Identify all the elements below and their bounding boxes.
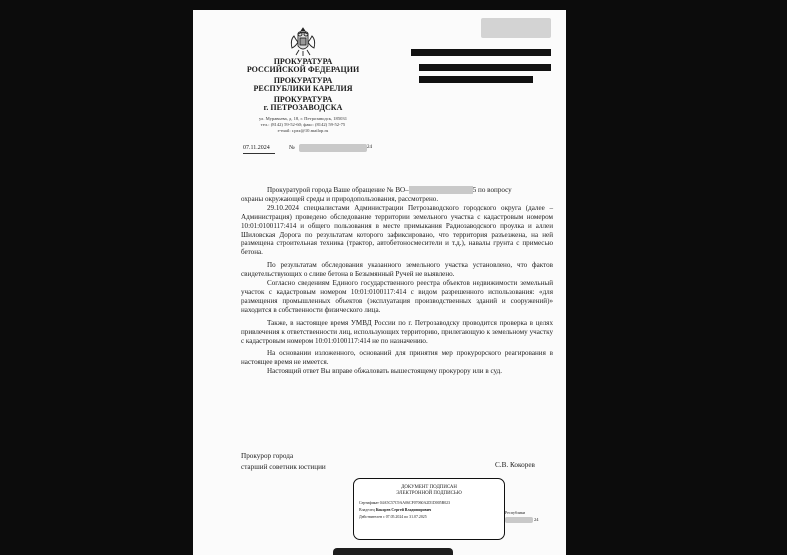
org-line: ПРОКУРАТУРА [273, 76, 333, 85]
date-underline [243, 153, 275, 154]
footer-number-suffix: 24 [534, 517, 539, 522]
viewer-bottom-bar [333, 548, 453, 555]
paragraph: Согласно сведениям Единого государственного реестра объектов недвижимости земельный участок с кадастровым номером 10:01:0100117:414 с видом разрешенного использования: «для размещения промышленных объектов (эксплуатация производственных зданий и сооружений)» находится в собственности физического лица. [241, 279, 553, 314]
paragraph: По результатам обследования указанного земельного участка установлено, что фактов свидетельствующих о сливе бетона в Безымянный Ручей не выявлено. [241, 261, 553, 279]
paragraph: На основании изложенного, оснований для принятия мер прокурорского реагирования в настоящее время не имеется. [241, 349, 553, 367]
document-date: 07.11.2024 [243, 145, 270, 151]
address-line: тел.: (8142) 59-52-60; факс: (8142) 59-52-75 [260, 122, 346, 127]
number-prefix: № [289, 145, 295, 151]
stamp-subtitle: ЭЛЕКТРОННОЙ ПОДПИСЬЮ [396, 490, 462, 496]
redacted-appeal-number [409, 186, 473, 194]
redacted-number [299, 144, 367, 152]
stamp-cert: Сертификат 04A5C57C9AA06CF07060A2D1D005B023 [359, 501, 451, 505]
address-line: e-mail: r.pzz@10.mailop.ru [277, 128, 329, 133]
org-line: ПРОКУРАТУРА [273, 95, 333, 104]
org-line: РЕСПУБЛИКИ КАРЕЛИЯ [253, 84, 353, 93]
org-line: ПРОКУРАТУРА [273, 57, 333, 66]
signer-rank: старший советник юстиции [241, 463, 326, 471]
stamp-owner: Владелец Кокорев Сергей Владимирович [359, 508, 432, 512]
eagle-emblem-icon [286, 24, 320, 58]
number-suffix: 24 [367, 145, 372, 150]
paragraph: 29.10.2024 специалистами Администрации Петрозаводского городского округа (далее – Администрация) проведено обследование территории земельного участка с кадастровым номером 10:01:0100117:414 и общего пользования в месте примыкания Радиозаводского проулка и аллеи Шиловская Дорога по результатам которого зафиксировано, что территория разъезжена, на ней размещена строительная техника (трактор, автобетоносмесители и т.д.), навалы грунта с примесью бетона. [241, 203, 553, 257]
paragraph: Настоящий ответ Вы вправе обжаловать вышестоящему прокурору или в суд. [267, 367, 503, 376]
stamp-title: ДОКУМЕНТ ПОДПИСАН [401, 485, 457, 490]
paragraph-intro: Прокуратурой города Ваше обращение № ВО– 5 по вопросу [267, 186, 512, 194]
redacted-recipient-line [419, 76, 533, 83]
org-line: г. ПЕТРОЗАВОДСКА [263, 103, 343, 112]
letter-body [241, 186, 553, 376]
redacted-recipient [481, 18, 551, 38]
footer-text: Республики [505, 510, 526, 515]
org-line: РОССИЙСКОЙ ФЕДЕРАЦИИ [246, 65, 360, 74]
redacted-recipient-line [419, 64, 551, 71]
document-page [193, 10, 566, 555]
signer-name: С.В. Кокорев [495, 461, 535, 469]
paragraph: Также, в настоящее время УМВД России по г. Петрозаводску проводится проверка в целях привлечения к ответственности лиц, использующих территорию, прилегающую к земельному участку с кадастровым номером 10:01:0100117:414 не по назначению. [241, 318, 553, 345]
redacted-recipient-line [411, 49, 551, 56]
signer-position: Прокурор города [241, 452, 294, 460]
electronic-signature-stamp [353, 478, 505, 540]
paragraph-intro-end: охраны окружающей среды и природопользования, рассмотрено. [241, 194, 439, 203]
stamp-validity: Действителен с 07.05.2024 по 31.07.2025 [359, 515, 427, 519]
address-line: ул. Муравьева, д. 18, г. Петрозаводск, 185031 [258, 116, 348, 121]
redacted-footer-number [505, 517, 533, 523]
